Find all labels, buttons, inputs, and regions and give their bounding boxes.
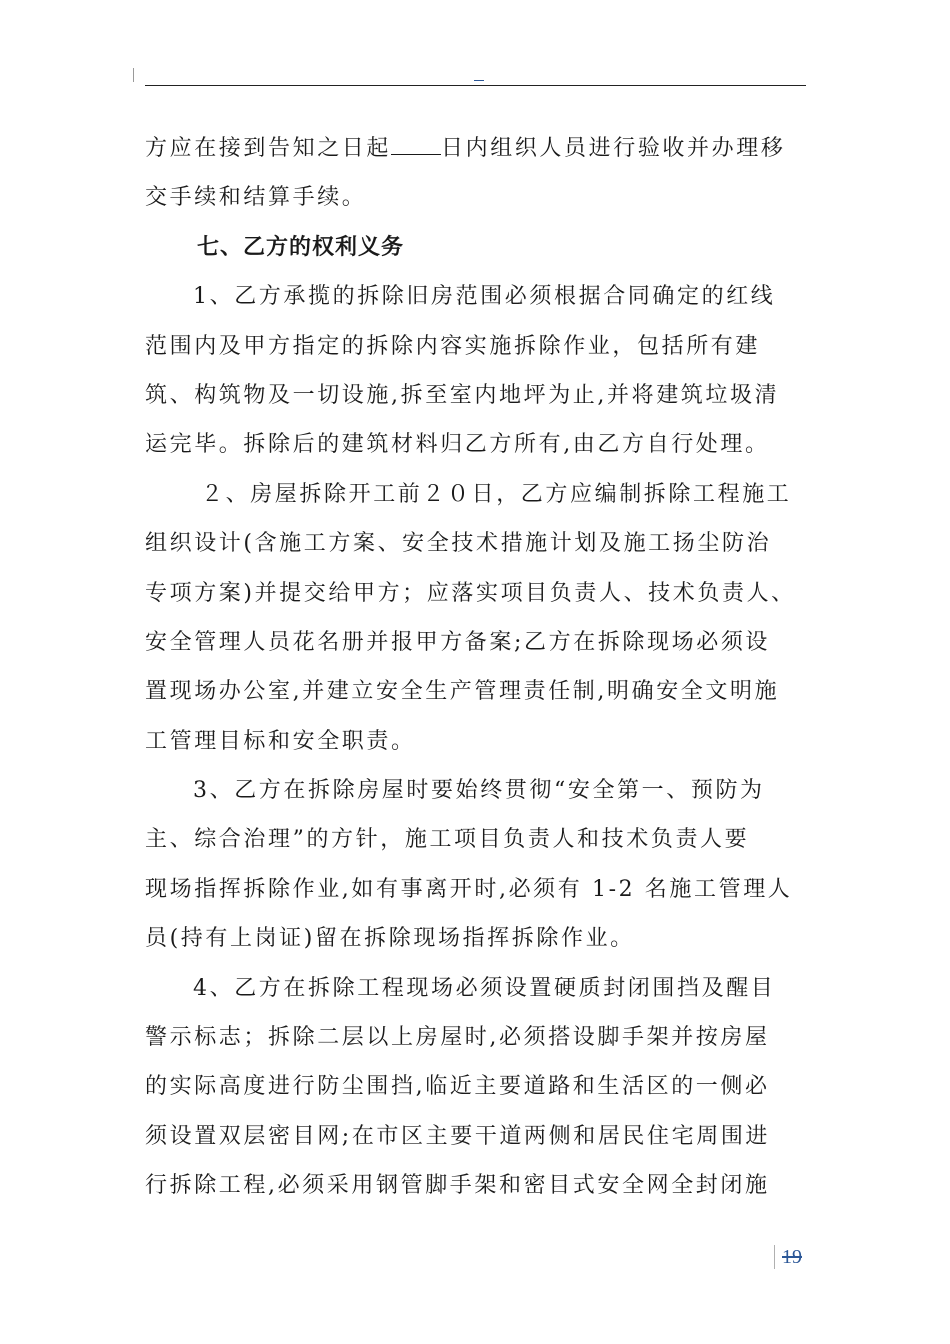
page-number-divider — [774, 1245, 775, 1269]
body-line: 工管理目标和安全职责。 — [145, 728, 416, 754]
body-line: 交手续和结算手续。 — [145, 185, 367, 211]
body-line: 组织设计(含施工方案、安全技术措施计划及施工扬尘防治 — [145, 531, 772, 557]
body-line: 的实际高度进行防尘围挡,临近主要道路和生活区的一侧必 — [145, 1074, 770, 1100]
body-line: 警示标志；拆除二层以上房屋时,必须搭设脚手架并按房屋 — [145, 1025, 770, 1051]
body-line: 置现场办公室,并建立安全生产管理责任制,明确安全文明施 — [145, 679, 780, 705]
body-line: 行拆除工程,必须采用钢管脚手架和密目式安全网全封闭施 — [145, 1173, 770, 1199]
body-line: 1、乙方承揽的拆除旧房范围必须根据合同确定的红线 — [193, 284, 776, 310]
header-rule — [145, 85, 806, 86]
line-text: 日内组织人员进行验收并办理移 — [441, 136, 786, 161]
corner-crop-mark — [133, 68, 134, 82]
body-line: 运完毕。拆除后的建筑材料归乙方所有,由乙方自行处理。 — [145, 432, 770, 458]
body-line: 范围内及甲方指定的拆除内容实施拆除作业，包括所有建 — [145, 333, 761, 359]
body-line: 须设置双层密目网;在市区主要干道两侧和居民住宅周围进 — [145, 1123, 771, 1149]
body-line: 筑、构筑物及一切设施,拆至室内地坪为止,并将建筑垃圾清 — [145, 382, 780, 408]
body-line: ２、房屋拆除开工前２０日，乙方应编制拆除工程施工 — [201, 481, 792, 507]
body-line: 现场指挥拆除作业,如有事离开时,必须有 1-2 名施工管理人 — [145, 876, 793, 902]
body-line: 3、乙方在拆除房屋时要始终贯彻“安全第一、预防为 — [193, 778, 765, 804]
body-line: 4、乙方在拆除工程现场必须设置硬质封闭围挡及醒目 — [193, 975, 776, 1001]
document-body — [145, 124, 809, 1211]
body-line: 员(持有上岗证)留在拆除现场指挥拆除作业。 — [145, 926, 635, 952]
section-heading: 七、乙方的权利义务 — [197, 234, 405, 260]
fill-in-blank — [391, 128, 441, 155]
page-number: 19 — [782, 1246, 802, 1268]
body-line: 安全管理人员花名册并报甲方备案;乙方在拆除现场必须设 — [145, 629, 771, 655]
line-text: 方应在接到告知之日起 — [145, 136, 392, 161]
body-line — [145, 124, 809, 173]
header-marker — [474, 80, 484, 81]
body-line: 主、综合治理”的方针，施工项目负责人和技术负责人要 — [145, 827, 750, 853]
body-line: 专项方案)并提交给甲方；应落实项目负责人、技术负责人、 — [145, 580, 796, 606]
